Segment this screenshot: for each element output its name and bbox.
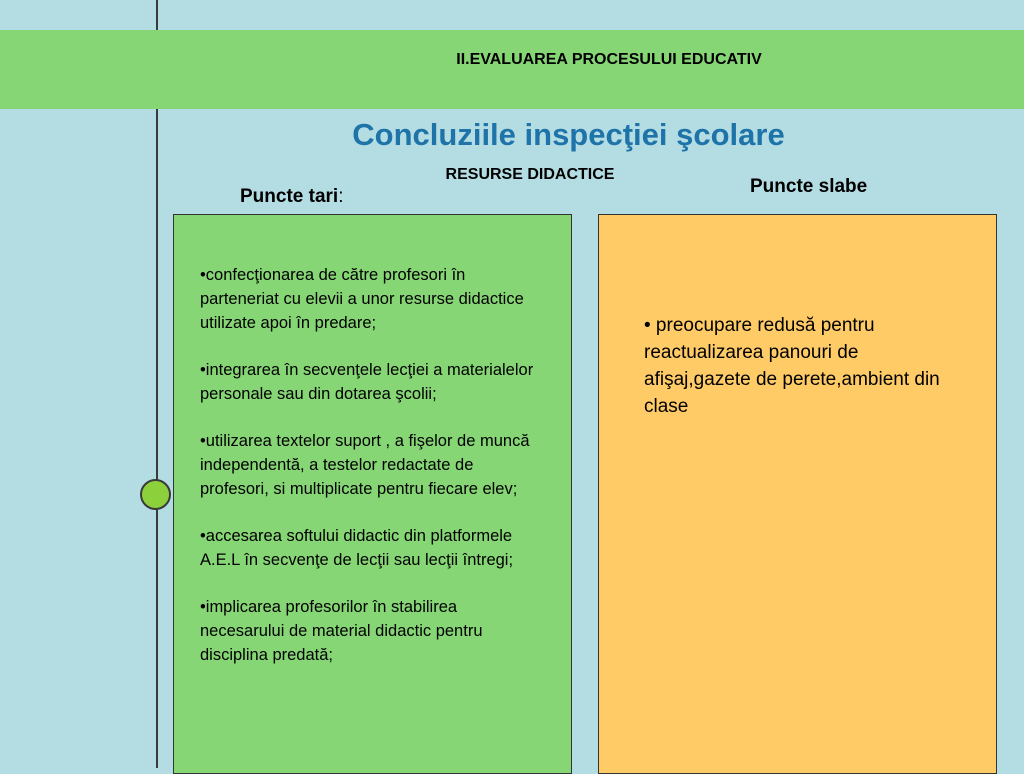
decorative-vertical-line: [156, 0, 158, 768]
strength-item: •utilizarea textelor suport , a fişelor de muncă independentă, a testelor redactate de profesori, si multiplicate pentru fiecare elev;: [200, 432, 530, 498]
strengths-heading-label: Puncte tari: [240, 186, 339, 207]
strength-item: •accesarea softului didactic din platformele A.E.L în secvenţe de lecţii sau lecţii întregi;: [200, 527, 514, 569]
weakness-item: • preocupare redusă pentru reactualizarea panouri de afişaj,gazete de perete,ambient din clase: [644, 315, 940, 417]
header-band: [0, 30, 1024, 109]
subtitle: RESURSE DIDACTICE: [445, 166, 615, 183]
strength-item: •integrarea în secvenţele lecţiei a materialelor personale sau din dotarea şcolii;: [200, 361, 534, 403]
strengths-box: [173, 214, 572, 774]
strengths-heading-colon: :: [338, 186, 344, 207]
strengths-heading: [240, 186, 343, 208]
weaknesses-box: [598, 214, 997, 774]
decorative-circle: [140, 479, 171, 510]
strength-item: •confecţionarea de către profesori în parteneriat cu elevii a unor resurse didactice utilizate apoi în predare;: [200, 266, 524, 332]
section-title: II.EVALUAREA PROCESULUI EDUCATIV: [456, 51, 762, 68]
weaknesses-heading: Puncte slabe: [750, 176, 868, 197]
strength-item: •implicarea profesorilor în stabilirea necesarului de material didactic pentru disciplina predată;: [200, 598, 483, 664]
page-title: Concluziile inspecţiei şcolare: [352, 117, 785, 152]
